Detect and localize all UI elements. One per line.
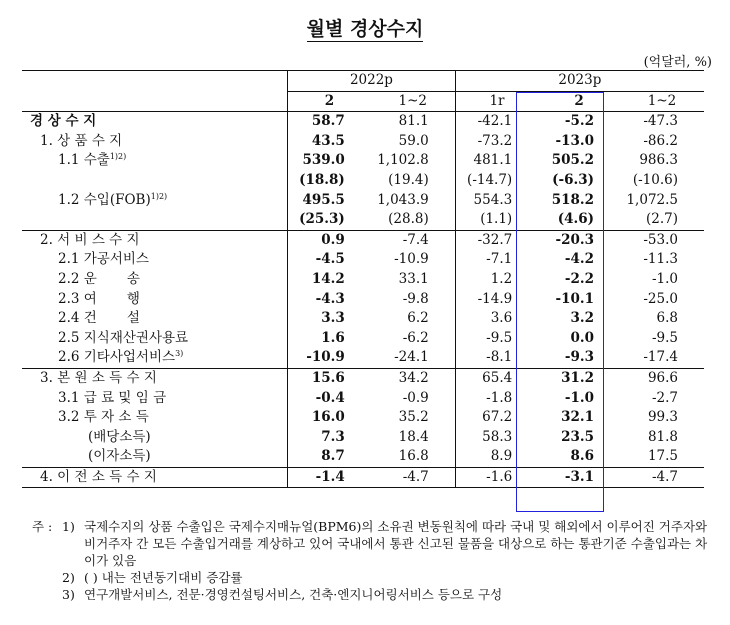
value-cell: 7.3	[288, 428, 371, 448]
row-label	[22, 447, 288, 467]
row-label-text: 1. 상 품 수 지	[40, 132, 123, 149]
table-row	[22, 151, 704, 171]
value-cell: 35.2	[398, 409, 429, 426]
table-row	[22, 191, 704, 211]
value-cell: 8.6	[570, 448, 594, 465]
table-row	[22, 447, 704, 467]
value-cell: 1,102.8	[377, 152, 429, 169]
row-label-text: 2.6 기타사업서비스	[58, 349, 176, 366]
value-cell: 18.4	[398, 428, 429, 445]
table-row	[22, 368, 704, 388]
value-cell: 17.5	[647, 448, 678, 465]
row-label	[22, 250, 288, 270]
value-cell: 16.0	[288, 408, 371, 428]
header-2023-jan: 1r	[455, 91, 538, 112]
row-label	[22, 270, 288, 290]
value-cell: 481.1	[455, 151, 538, 171]
value-cell: -47.3	[620, 112, 704, 132]
row-label	[22, 309, 288, 329]
row-label	[22, 329, 288, 349]
value-cell: (4.6)	[557, 211, 594, 228]
table-row	[22, 467, 704, 488]
row-label	[22, 408, 288, 428]
footnote-2-text: ( ) 내는 전년동기대비 증감률	[84, 570, 243, 585]
value-cell: -0.4	[288, 389, 371, 409]
row-label	[22, 389, 288, 409]
footnotes	[32, 518, 712, 603]
value-cell: -6.2	[402, 329, 429, 346]
row-label	[22, 290, 288, 310]
value-cell: 1.2	[455, 270, 538, 290]
value-cell: -9.8	[402, 290, 429, 307]
value-cell: (18.8)	[288, 171, 371, 191]
value-cell: 518.2	[551, 191, 594, 208]
row-label	[22, 132, 288, 152]
value-cell: -3.1	[538, 467, 620, 488]
value-cell: -17.4	[643, 349, 678, 366]
value-cell: -24.1	[394, 349, 429, 366]
table-row	[22, 428, 704, 448]
value-cell: (19.4)	[388, 171, 429, 188]
value-cell: 1.6	[288, 329, 371, 349]
row-label	[22, 210, 288, 230]
header-year-2023: 2023p	[455, 71, 704, 92]
value-cell: -1.6	[455, 467, 538, 488]
value-cell: -20.3	[538, 230, 620, 250]
row-label	[22, 191, 288, 211]
value-cell: -73.2	[455, 132, 538, 152]
table-row	[22, 270, 704, 290]
table-row	[22, 309, 704, 329]
value-cell: (28.8)	[388, 211, 429, 228]
footnote-1-num: 1)	[62, 519, 75, 534]
value-cell: -2.7	[651, 389, 678, 406]
value-cell: 67.2	[455, 408, 538, 428]
value-cell: -25.0	[643, 290, 678, 307]
row-label-text: 3.1 급 료 및 임 금	[58, 389, 167, 406]
value-cell: -7.4	[371, 230, 455, 250]
value-cell: 6.8	[656, 310, 678, 327]
row-label-text: 4. 이 전 소 득 수 지	[40, 468, 157, 485]
value-cell: -32.7	[455, 230, 538, 250]
table-row	[22, 210, 704, 230]
row-label-text: 3. 본 원 소 득 수 지	[40, 369, 157, 386]
page-title: 월별 경상수지	[306, 18, 424, 40]
value-cell: -4.3	[288, 290, 371, 310]
table-body	[22, 112, 704, 488]
value-cell: 32.1	[561, 409, 594, 426]
header-year-row	[22, 71, 704, 92]
value-cell: -7.1	[455, 250, 538, 270]
footnote-3-text: 연구개발서비스, 전문·경영컨설팅서비스, 건축·엔지니어링서비스 등으로 구성	[84, 587, 503, 602]
header-2022-feb: 2	[288, 91, 371, 112]
value-cell: 14.2	[288, 270, 371, 290]
table-row	[22, 112, 704, 132]
value-cell: -13.0	[555, 132, 594, 149]
footnote-2-num: 2)	[62, 570, 75, 585]
value-cell: (1.1)	[455, 210, 538, 230]
row-label-text: 2.3 여 행	[58, 290, 140, 307]
value-cell: 8.7	[288, 447, 371, 467]
value-cell: 554.3	[455, 191, 538, 211]
row-label-text: 2. 서 비 스 수 지	[40, 231, 140, 248]
row-label	[22, 151, 288, 171]
row-label-text: 2.1 가공서비스	[58, 251, 149, 268]
value-cell: -53.0	[620, 230, 704, 250]
value-cell: 65.4	[455, 368, 538, 388]
value-cell: -1.0	[651, 270, 678, 287]
value-cell: 23.5	[561, 428, 594, 445]
value-cell: -42.1	[455, 112, 538, 132]
value-cell: 505.2	[551, 152, 594, 169]
value-cell: -4.7	[620, 467, 704, 488]
value-cell: -2.2	[564, 270, 594, 287]
table-row	[22, 408, 704, 428]
value-cell: 0.0	[570, 329, 594, 346]
value-cell: 1,072.5	[626, 191, 678, 208]
row-label-text: (이자소득)	[88, 448, 151, 465]
table-row	[22, 348, 704, 368]
table-row	[22, 171, 704, 191]
table-row	[22, 290, 704, 310]
value-cell: 539.0	[288, 151, 371, 171]
row-label	[22, 368, 288, 388]
table-row	[22, 132, 704, 152]
value-cell: (-14.7)	[455, 171, 538, 191]
value-cell: 3.3	[288, 309, 371, 329]
value-cell: -4.5	[288, 250, 371, 270]
row-label-text: 2.5 지식재산권사용료	[58, 329, 189, 346]
value-cell: 43.5	[288, 132, 371, 152]
value-cell: 495.5	[288, 191, 371, 211]
footnote-marker: 1)2)	[150, 191, 168, 201]
value-cell: 15.6	[288, 368, 371, 388]
value-cell: 31.2	[538, 368, 620, 388]
footnote-lead: 주 :	[32, 519, 53, 534]
value-cell: -11.3	[643, 251, 678, 268]
value-cell: -5.2	[538, 112, 620, 132]
row-label	[22, 348, 288, 368]
value-cell: 81.8	[647, 428, 678, 445]
row-label-text: 1.2 수입(FOB)	[58, 191, 151, 208]
current-account-table	[22, 70, 704, 488]
value-cell: -4.2	[564, 251, 594, 268]
row-label-text: 2.2 운 송	[58, 270, 140, 287]
value-cell: -9.5	[455, 329, 538, 349]
header-2023-jan-feb: 1~2	[620, 91, 704, 112]
value-cell: -86.2	[643, 132, 678, 149]
value-cell: -4.7	[371, 467, 455, 488]
header-2022-jan-feb: 1~2	[371, 91, 455, 112]
value-cell: 8.9	[455, 447, 538, 467]
row-label-text: 1.1 수출	[58, 152, 110, 169]
value-cell: 58.3	[455, 428, 538, 448]
value-cell: 3.6	[455, 309, 538, 329]
header-2023-feb: 2	[538, 91, 620, 112]
footnote-1-text: 국제수지의 상품 수출입은 국제수지매뉴얼(BPM6)의 소유권 변동원칙에 따라 국내 및 해외에서 이루어진 거주자와 비거주자 간 모든 수출입거래를 계상하고 있어 국내에서 통관 신고된 물품을 대상으로 하는 통관기준 수출입과는 차이가 있음	[84, 519, 708, 568]
value-cell: 3.2	[570, 310, 594, 327]
value-cell: -8.1	[455, 348, 538, 368]
footnote-2	[32, 569, 712, 586]
row-label	[22, 112, 288, 132]
table-row	[22, 329, 704, 349]
row-label-text: 경 상 수 지	[30, 113, 97, 130]
row-label	[22, 230, 288, 250]
row-label	[22, 171, 288, 191]
header-empty-cell	[22, 71, 288, 112]
row-label	[22, 467, 288, 488]
header-year-2022: 2022p	[288, 71, 456, 92]
footnote-marker: 3)	[175, 349, 184, 359]
value-cell: -1.8	[455, 389, 538, 409]
row-label	[22, 428, 288, 448]
value-cell: -9.3	[564, 349, 594, 366]
value-cell: -14.9	[455, 290, 538, 310]
table-row	[22, 230, 704, 250]
value-cell: (-10.6)	[632, 171, 678, 188]
row-label-text: 2.4 건 설	[58, 310, 140, 327]
value-cell: -9.5	[651, 329, 678, 346]
unit-label: (억달러, %)	[643, 55, 712, 70]
value-cell: -0.9	[402, 389, 429, 406]
value-cell: 99.3	[647, 409, 678, 426]
value-cell: 96.6	[620, 368, 704, 388]
value-cell: (25.3)	[288, 210, 371, 230]
value-cell: 58.7	[288, 112, 371, 132]
footnote-marker: 1)2)	[109, 152, 127, 162]
value-cell: 34.2	[371, 368, 455, 388]
table-row	[22, 389, 704, 409]
value-cell: 16.8	[398, 448, 429, 465]
value-cell: -10.9	[288, 348, 371, 368]
value-cell: 59.0	[398, 132, 429, 149]
table-row	[22, 250, 704, 270]
value-cell: -1.4	[288, 467, 371, 488]
value-cell: 986.3	[639, 152, 678, 169]
value-cell: -1.0	[564, 389, 594, 406]
footnote-3	[32, 586, 712, 603]
value-cell: -10.1	[555, 290, 594, 307]
value-cell: 33.1	[398, 270, 429, 287]
value-cell: (-6.3)	[552, 171, 594, 188]
footnote-3-num: 3)	[62, 587, 75, 602]
footnote-1	[32, 518, 712, 569]
value-cell: -10.9	[394, 251, 429, 268]
row-label-text: 3.2 투 자 소 득	[58, 409, 149, 426]
row-label-text: (배당소득)	[88, 428, 151, 445]
value-cell: (2.7)	[645, 211, 678, 228]
value-cell: 81.1	[371, 112, 455, 132]
value-cell: 0.9	[288, 230, 371, 250]
value-cell: 1,043.9	[377, 191, 429, 208]
value-cell: 6.2	[407, 310, 429, 327]
